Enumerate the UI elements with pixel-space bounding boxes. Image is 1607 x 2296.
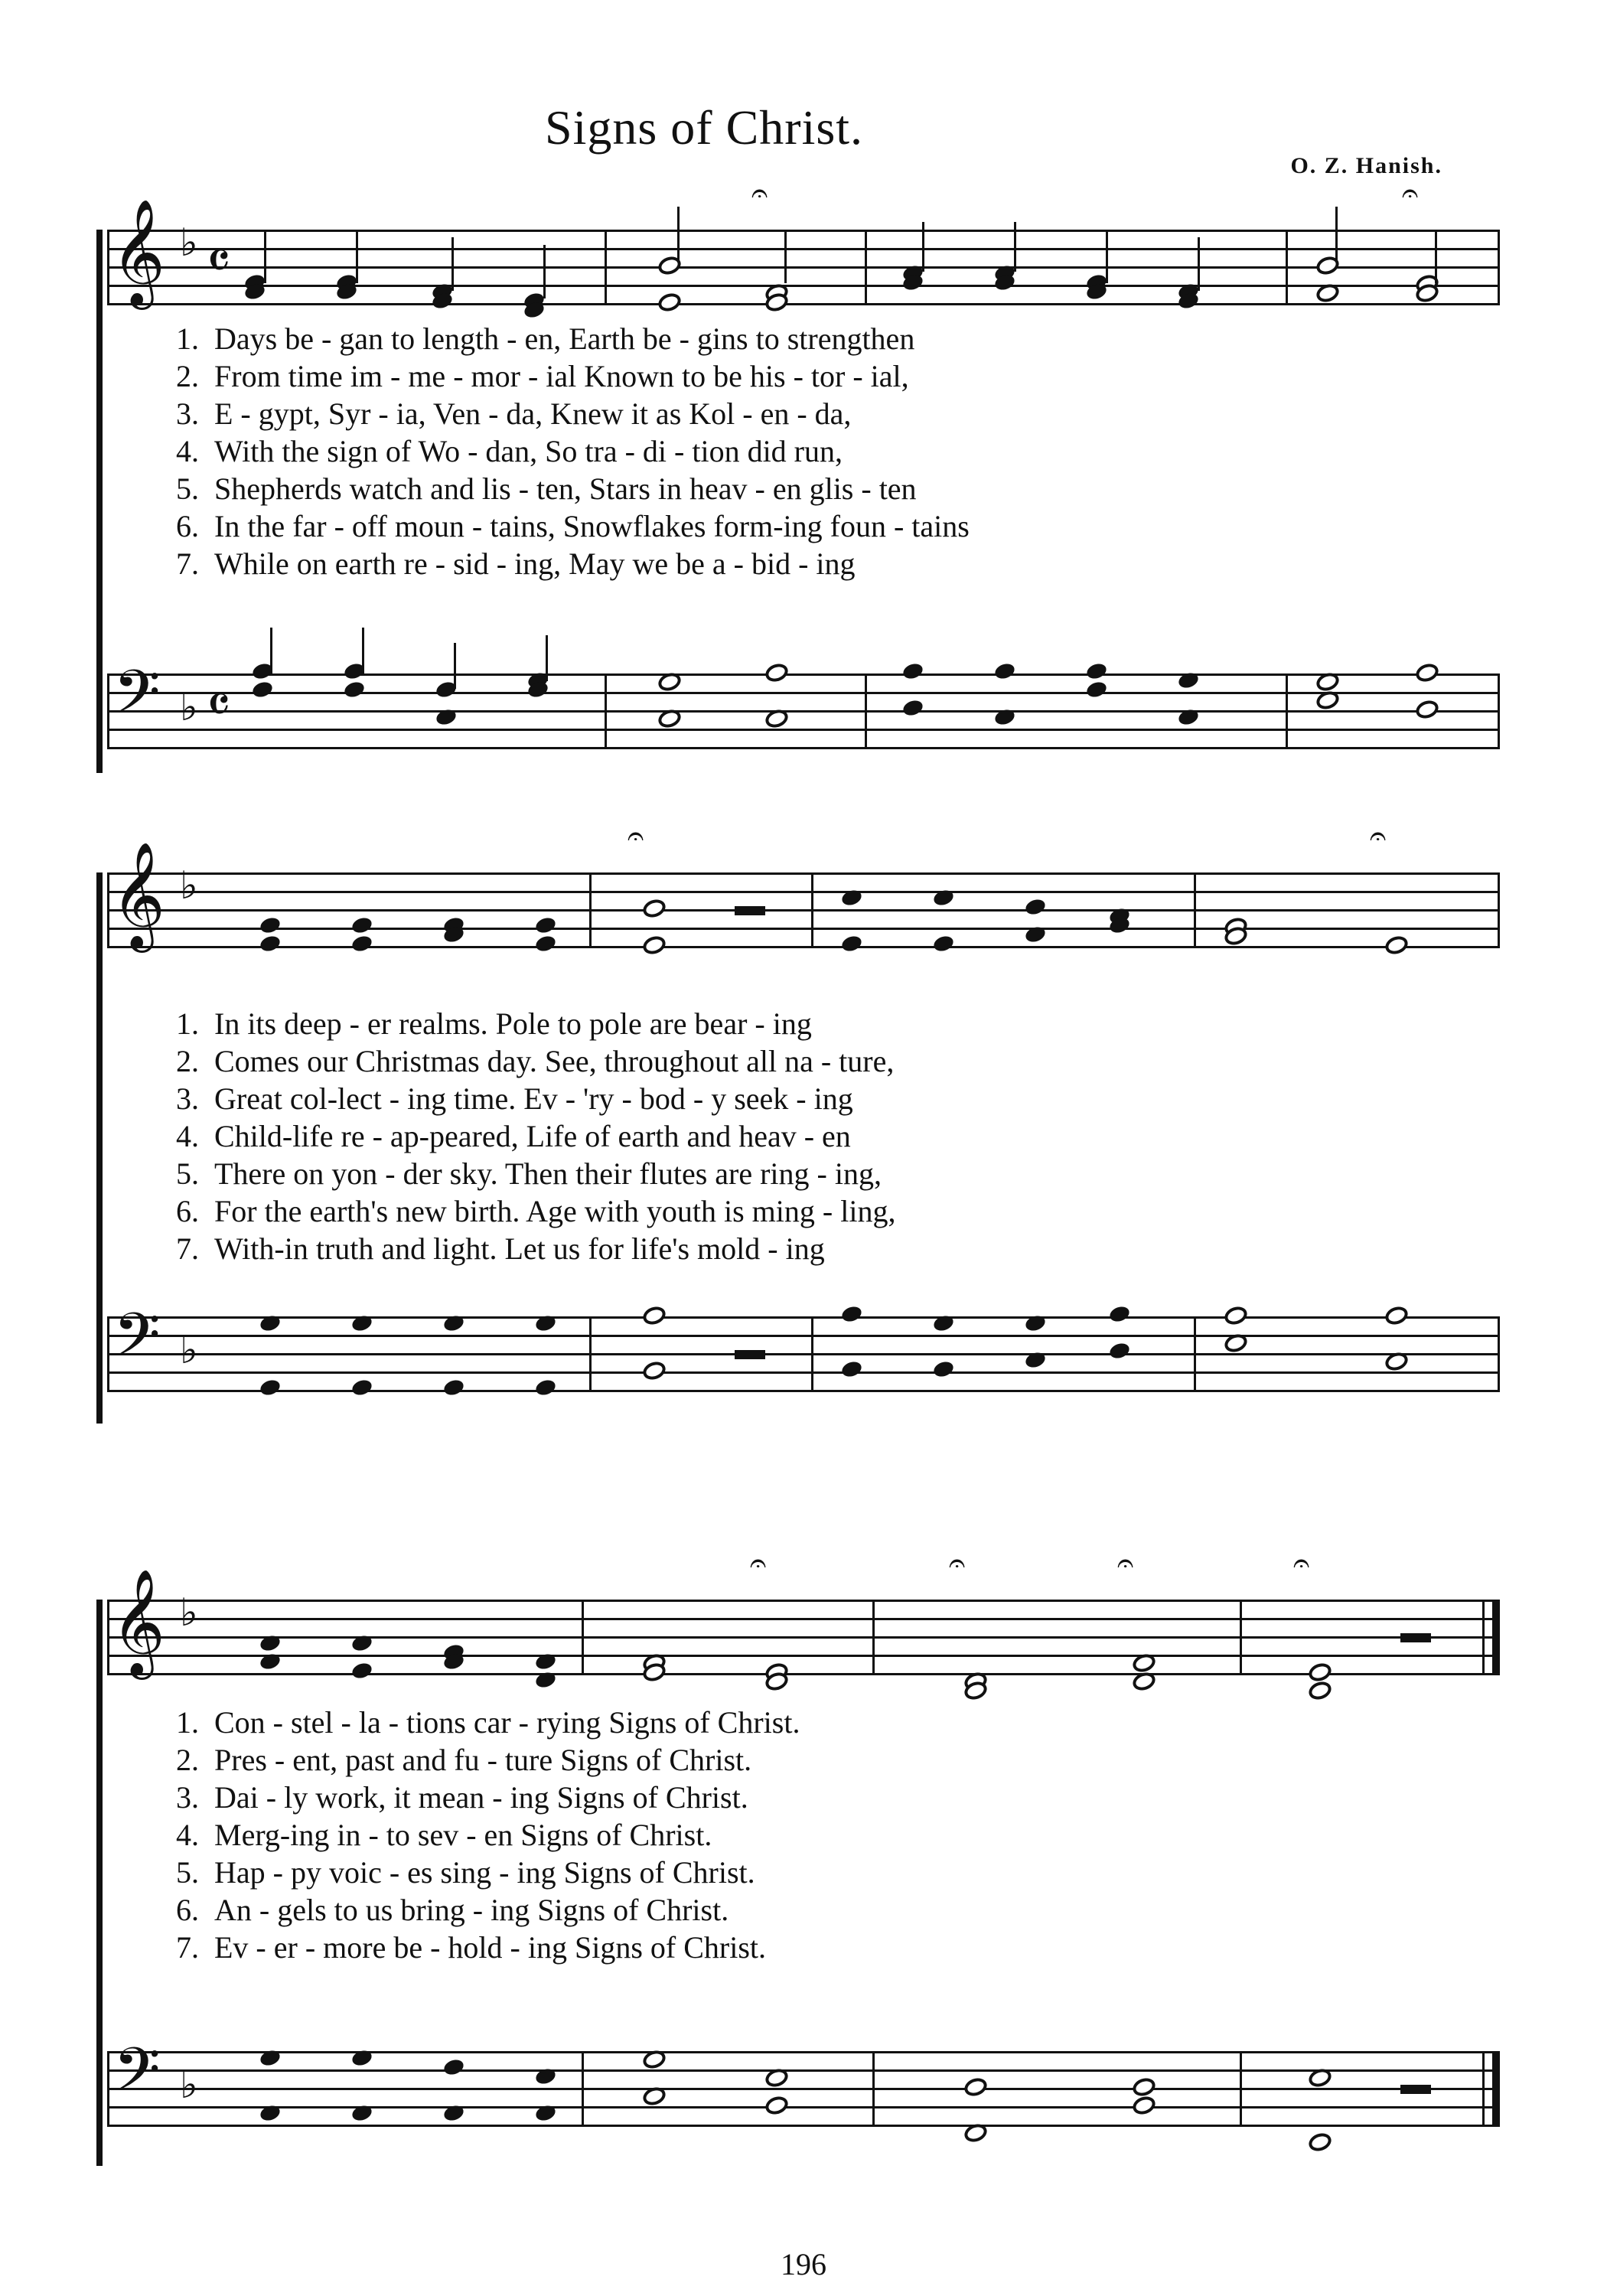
treble-clef-icon: 𝄞 xyxy=(111,199,165,305)
verse-row: 6. For the earth's new birth. Age with youth is ming - ling, xyxy=(176,1194,896,1228)
verse-row: 5. There on yon - der sky. Then their flutes are ring - ing, xyxy=(176,1156,882,1191)
verse-row: 3. Great col-lect - ing time. Ev - 'ry - bod - y seek - ing xyxy=(176,1081,853,1116)
rest-icon xyxy=(1400,1633,1431,1642)
common-time-icon: 𝄴 xyxy=(207,230,231,292)
fermata-icon: 𝄐 xyxy=(627,819,644,853)
flat-icon: ♭ xyxy=(180,2063,198,2107)
hymn-title: Signs of Christ. xyxy=(544,100,864,155)
flat-icon: ♭ xyxy=(180,220,198,265)
rest-icon xyxy=(735,906,765,915)
page-number: 196 xyxy=(781,2247,826,2281)
common-time-icon: 𝄴 xyxy=(207,673,231,736)
verse-row: 3. Dai - ly work, it mean - ing Signs of Christ. xyxy=(176,1780,748,1815)
fermata-icon: 𝄐 xyxy=(1402,176,1419,210)
rest-icon xyxy=(735,1350,765,1359)
bass-clef-icon: 𝄢 xyxy=(113,657,161,742)
flat-icon: ♭ xyxy=(180,863,198,908)
treble-staff-2 xyxy=(107,819,1500,948)
verse-row: 2. Pres - ent, past and fu - ture Signs of Christ. xyxy=(176,1743,752,1777)
treble-clef-icon: 𝄞 xyxy=(111,842,165,948)
verse-row: 7. Ev - er - more be - hold - ing Signs of Christ. xyxy=(176,1930,766,1965)
verse-row: 4. Merg-ing in - to sev - en Signs of Christ. xyxy=(176,1818,712,1852)
verse-row: 6. An - gels to us bring - ing Signs of Christ. xyxy=(176,1893,729,1927)
treble-staff-1 xyxy=(107,176,1500,305)
bass-staff-1 xyxy=(107,657,1500,747)
treble-staff-3 xyxy=(107,1546,1500,1675)
verses-line-1 xyxy=(176,320,970,582)
verse-row: 2. Comes our Christmas day. See, throughout all na - ture, xyxy=(176,1044,895,1078)
verse-row: 1. Con - stel - la - tions car - rying Signs of Christ. xyxy=(176,1705,800,1740)
verse-row: 5. Shepherds watch and lis - ten, Stars in heav - en glis - ten xyxy=(176,471,917,506)
verse-row: 4. Child-life re - ap-peared, Life of earth and heav - en xyxy=(176,1119,851,1153)
fermata-icon: 𝄐 xyxy=(1370,819,1387,853)
verse-row: 3. E - gypt, Syr - ia, Ven - da, Knew it as Kol - en - da, xyxy=(176,396,852,431)
flat-icon: ♭ xyxy=(180,1328,198,1372)
bass-clef-icon: 𝄢 xyxy=(113,2034,161,2120)
fermata-icon: 𝄐 xyxy=(750,1546,767,1580)
flat-icon: ♭ xyxy=(180,1590,198,1635)
verse-row: 6. In the far - off moun - tains, Snowflakes form-ing foun - tains xyxy=(176,509,970,543)
verse-row: 2. From time im - me - mor - ial Known to be his - tor - ial, xyxy=(176,359,909,393)
rest-icon xyxy=(1400,2085,1431,2094)
bass-clef-icon: 𝄢 xyxy=(113,1300,161,1385)
fermata-icon: 𝄐 xyxy=(751,176,768,210)
fermata-icon: 𝄐 xyxy=(949,1546,966,1580)
fermata-icon: 𝄐 xyxy=(1117,1546,1134,1580)
composer-credit: O. Z. Hanish. xyxy=(1290,153,1442,178)
verse-row: 1. In its deep - er realms. Pole to pole are bear - ing xyxy=(176,1006,812,1041)
verse-row: 7. While on earth re - sid - ing, May we be a - bid - ing xyxy=(176,546,856,581)
verse-row: 5. Hap - py voic - es sing - ing Signs of Christ. xyxy=(176,1855,755,1890)
verse-row: 4. With the sign of Wo - dan, So tra - di - tion did run, xyxy=(176,434,843,468)
verses-line-2 xyxy=(176,1005,895,1267)
fermata-icon: 𝄐 xyxy=(1293,1546,1310,1580)
verse-row: 7. With-in truth and light. Let us for life's mold - ing xyxy=(176,1231,825,1266)
treble-clef-icon: 𝄞 xyxy=(111,1569,165,1675)
verse-row: 1. Days be - gan to length - en, Earth be - gins to strengthen xyxy=(176,321,915,356)
flat-icon: ♭ xyxy=(180,685,198,729)
verses-line-3 xyxy=(176,1704,800,1966)
bass-staff-2 xyxy=(107,1300,1500,1390)
bass-staff-3 xyxy=(107,2034,1500,2125)
